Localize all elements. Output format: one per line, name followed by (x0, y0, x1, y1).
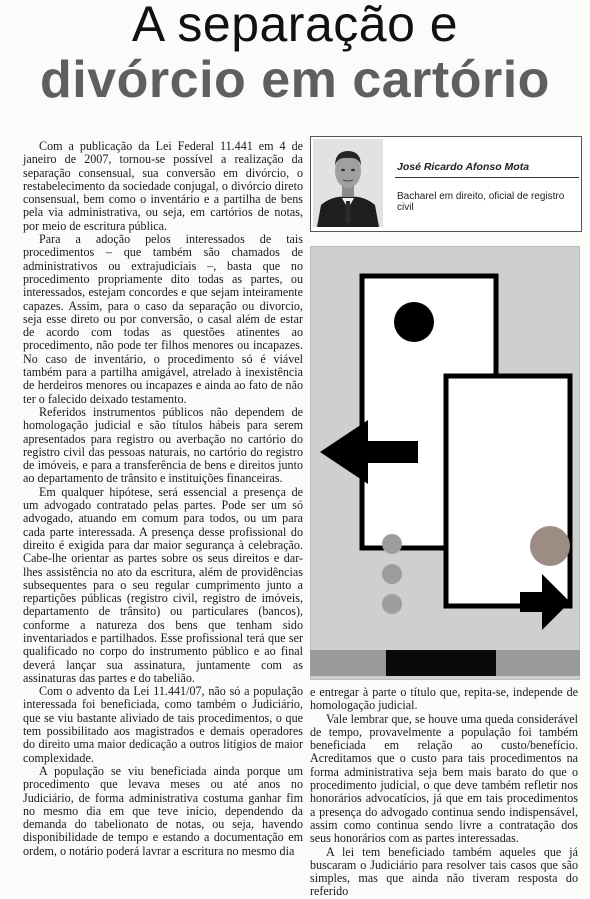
paragraph-3: Referidos instrumentos públicos não dependem de homologação judicial e são títulos hábeis para serem apresentados para registro ou averbação no cartório do registro civil das pessoas naturais, no cartório do registro de imóveis, e para a transferência de bens e direitos junto ao departamento de trânsito e instituições financeiras. (23, 404, 303, 486)
paragraph-7: e entregar à parte o título que, repita-se, independe de homologação judicial. (310, 685, 578, 713)
author-divider (395, 177, 579, 178)
paragraph-9: A lei tem beneficiado também aqueles que já buscaram o Judiciário para resolver tais casos que são simples, mas que ainda não tiveram resposta do referido (310, 844, 578, 899)
illustration (310, 246, 580, 680)
headline-line-1: A separação e (131, 0, 459, 52)
paragraph-6: A população se viu beneficiada ainda porque um procedimento que levava meses ou até anos no Judiciário, de forma administrativa costuma ganhar fim no mesmo dia em que teve início, dependendo da demanda do tabelionato de notas, ou seja, havendo disponibilidade de tempo e estando a documentação em ordem, o notário poderá lavrar a escritura no mesmo dia (23, 763, 303, 858)
paragraph-4: Em qualquer hipótese, será essencial a presença de um advogado contratado pelas partes. Pode ser um só advogado, atuando em comum para todos, ou um para cada parte interessada. A presença desse profissional do direito é exigida para dar maior segurança à celebração. Cabe-lhe orientar as partes sobre os seus direitos e dar-lhes assistência no ato da escritura, além de providências subsequentes para o seu regular cumprimento junto a repartições públicas (registro civil, registro de imóveis, departamento de trânsito) ou particulares (bancos), conforme a natureza dos bens que tenham sido inventariados e partilhados. Esse profissional terá que ser qualificado no corpo do instrumento público e ao final deverá lançar sua assinatura, juntamente com as assinaturas das partes e do tabelião. (23, 484, 303, 685)
author-photo (313, 139, 383, 227)
author-role: Bacharel em direito, oficial de registro civil (397, 191, 565, 213)
article-left-column (23, 140, 303, 858)
paragraph-1: Com a publicação da Lei Federal 11.441 em 4 de janeiro de 2007, tornou-se possível a realização da separação consensual, sua conversão em divórcio, o restabelecimento da sociedade conjugal, o divórcio direto consensual, bem como o inventário e a partilha de bens pela via administrativa, ou seja, em cartórios de notas, por meio de escritura pública. (23, 139, 303, 233)
author-box (310, 136, 582, 232)
author-name: José Ricardo Afonso Mota (397, 161, 530, 173)
paragraph-8: Vale lembrar que, se houve uma queda considerável de tempo, provavelmente a população foi também beneficiada em relação ao custo/benefício. Acreditamos que o custo para tais procedimentos na forma administrativa seja bem mais barato do que o procedimento judicial, o que deve também refletir nos honorários advocatícios, já que em tais procedimentos a presença do advogado continua sendo indispensável, assim como continua sendo livre a contratação dos seus honorários com as partes interessadas. (310, 711, 578, 846)
article-right-column (310, 686, 578, 899)
paragraph-2: Para a adoção pelos interessados de tais procedimentos – que também são chamados de administrativos ou extrajudiciais –, basta que no procedimento propriamente dito todas as partes, ou interessados, estejam concordes e que sejam inteiramente capazes. Assim, para o caso da separação ou divorcio, seja esse direto ou por conversão, o casal além de estar de acordo com todas as questões atinentes ao procedimento, não pode ter filhos menores ou incapazes. No caso de inventário, o procedimento só é viável também para a partilha amigável, atrelado à inexistência de herdeiros menores ou incapazes e ainda ao fato de não ter o falecido deixado testamento. (23, 232, 303, 406)
paragraph-5: Com o advento da Lei 11.441/07, não só a população interessada foi beneficiada, como também o Judiciário, que se viu bastante aliviado de tais procedimentos, o que tem possibilitado aos magistrados e demais operadores do direito uma maior dedicação a outros litígios de maior complexidade. (23, 684, 303, 765)
headline-line-2: divórcio em cartório (40, 51, 550, 109)
